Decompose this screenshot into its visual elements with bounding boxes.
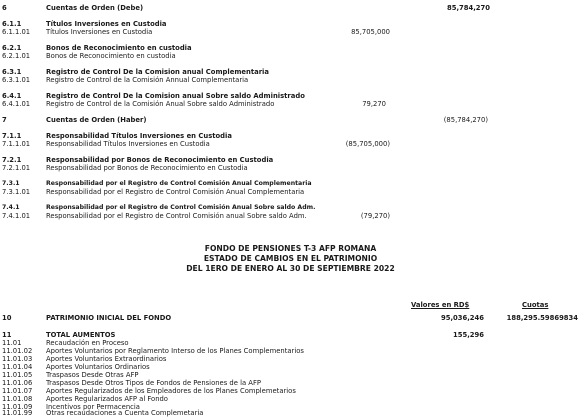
- account-desc: Registro de Control de la Comisión Annual Complementaria: [46, 76, 249, 84]
- row-code: 11: [2, 331, 12, 339]
- account-code: 7.1.1.01: [2, 140, 31, 148]
- account-desc: Cuentas de Orden (Debe): [46, 4, 144, 12]
- item-desc: Aportes Regularizados de los Empleadores de los Planes Complemetarios: [46, 387, 296, 395]
- account-desc: Registro de Control de la Comisión Anual Sobre saldo Administrado: [46, 100, 275, 108]
- account-amount: (85,705,000): [345, 140, 390, 148]
- account-desc: Bonos de Reconocimiento en custodia: [46, 44, 192, 52]
- item-code: 11.01.03: [2, 355, 33, 363]
- account-code: 6.1.1: [2, 20, 22, 28]
- account-row: [0, 187, 581, 197]
- row-value: 95,036,246: [441, 314, 484, 322]
- account-desc: Responsabilidad por Bonos de Reconocimiento en Custodia: [46, 164, 248, 172]
- account-desc: Responsabilidad por el Registro de Control Comisión anual Sobre saldo Adm.: [46, 212, 307, 220]
- account-amount: 85,705,000: [351, 28, 390, 36]
- row-desc: TOTAL AUMENTOS: [46, 331, 116, 339]
- item-code: 11.01.08: [2, 395, 33, 403]
- account-code: 7.3.1.01: [2, 188, 31, 196]
- account-code: 6.4.1.01: [2, 100, 31, 108]
- item-desc: Aportes Voluntarios Extraordinarios: [46, 355, 167, 363]
- account-code: 7: [2, 116, 7, 124]
- item-code: 11.01: [2, 339, 22, 347]
- account-amount: 79,270: [362, 100, 386, 108]
- item-code: 11.01.07: [2, 387, 33, 395]
- account-code: 6.2.1.01: [2, 52, 31, 60]
- account-desc: Responsabilidad por el Registro de Control Comisión Anual Complementaria: [46, 188, 305, 196]
- column-header-cuotas: Cuotas: [522, 301, 549, 309]
- account-desc: Responsabilidad por el Registro de Control Comisión Anual Complementaria: [46, 180, 312, 187]
- row-desc: PATRIMONIO INICIAL DEL FONDO: [46, 314, 172, 322]
- row-value: 155,296: [453, 331, 484, 339]
- list-item: [0, 408, 581, 418]
- account-row: [0, 3, 581, 13]
- item-desc: Incentivos por Permacencia: [46, 403, 140, 411]
- statement-period: DEL 1ERO DE ENERO AL 30 DE SEPTIEMBRE 2022: [186, 264, 395, 273]
- account-desc: Cuentas de Orden (Haber): [46, 116, 147, 124]
- item-code: 11.01.06: [2, 379, 33, 387]
- row-code: 10: [2, 314, 12, 322]
- account-amount: 85,784,270: [447, 4, 490, 12]
- account-code: 7.2.1: [2, 156, 22, 164]
- item-desc: Aportes Voluntarios Ordinarios: [46, 363, 150, 371]
- account-code: 6.3.1: [2, 68, 22, 76]
- account-desc: Títulos Inversiones en Custodia: [46, 28, 153, 36]
- item-code: 11.01.04: [2, 363, 33, 371]
- account-desc: Responsabilidad por Bonos de Reconocimiento en Custodia: [46, 156, 274, 164]
- account-row: [0, 27, 581, 37]
- account-code: 7.3.1: [2, 180, 20, 187]
- item-desc: Traspasos Desde Otros Tipos de Fondos de Pensiones de la AFP: [46, 379, 261, 387]
- account-desc: Registro de Control De la Comision anual Complementaria: [46, 68, 269, 76]
- account-desc: Responsabilidad por el Registro de Control Comisión Anual Sobre saldo Adm.: [46, 204, 316, 211]
- initial-equity-row: [0, 313, 581, 323]
- account-row: [0, 51, 581, 61]
- item-code: 11.01.09: [2, 403, 33, 411]
- item-desc: Traspasos Desde Otras AFP: [46, 371, 139, 379]
- account-code: 7.2.1.01: [2, 164, 31, 172]
- item-desc: Recaudación en Proceso: [46, 339, 129, 347]
- account-code: 6.4.1: [2, 92, 22, 100]
- account-amount: (85,784,270): [443, 116, 488, 124]
- column-header-values: Valores en RD$: [411, 301, 470, 309]
- account-row: [0, 139, 581, 149]
- account-desc: Títulos Inversiones en Custodia: [46, 20, 167, 28]
- row-cuotas: 188,295.59869834: [506, 314, 578, 322]
- account-desc: Bonos de Reconocimiento en custodia: [46, 52, 176, 60]
- account-code: 6.2.1: [2, 44, 22, 52]
- account-code: 6: [2, 4, 7, 12]
- account-amount: (79,270): [360, 212, 390, 220]
- item-desc: Otras recaudaciones a Cuenta Complemetaria: [46, 409, 204, 417]
- item-code: 11.01.02: [2, 347, 33, 355]
- account-code: 7.4.1: [2, 204, 20, 211]
- account-row: [0, 163, 581, 173]
- account-row: [0, 75, 581, 85]
- account-desc: Responsabilidad Títulos Inversiones en Custodia: [46, 132, 232, 140]
- account-code: 7.4.1.01: [2, 212, 31, 220]
- account-code: 7.1.1: [2, 132, 22, 140]
- account-code: 6.1.1.01: [2, 28, 31, 36]
- account-row: [0, 99, 581, 109]
- item-desc: Aportes Voluntarios por Reglamento Interso de los Planes Complementarios: [46, 347, 304, 355]
- item-desc: Aportes Regularizados AFP al Fondo: [46, 395, 168, 403]
- account-code: 6.3.1.01: [2, 76, 31, 84]
- statement-title: FONDO DE PENSIONES T-3 AFP ROMANA: [204, 244, 377, 253]
- account-desc: Registro de Control De la Comision anual Sobre saldo Administrado: [46, 92, 305, 100]
- statement-subtitle: ESTADO DE CAMBIOS EN EL PATRIMONIO: [203, 254, 378, 263]
- account-desc: Responsabilidad Títulos Inversiones en Custodia: [46, 140, 210, 148]
- item-code: 11.01.99: [2, 409, 33, 417]
- account-row: [0, 211, 581, 221]
- item-code: 11.01.05: [2, 371, 33, 379]
- account-row: [0, 115, 581, 125]
